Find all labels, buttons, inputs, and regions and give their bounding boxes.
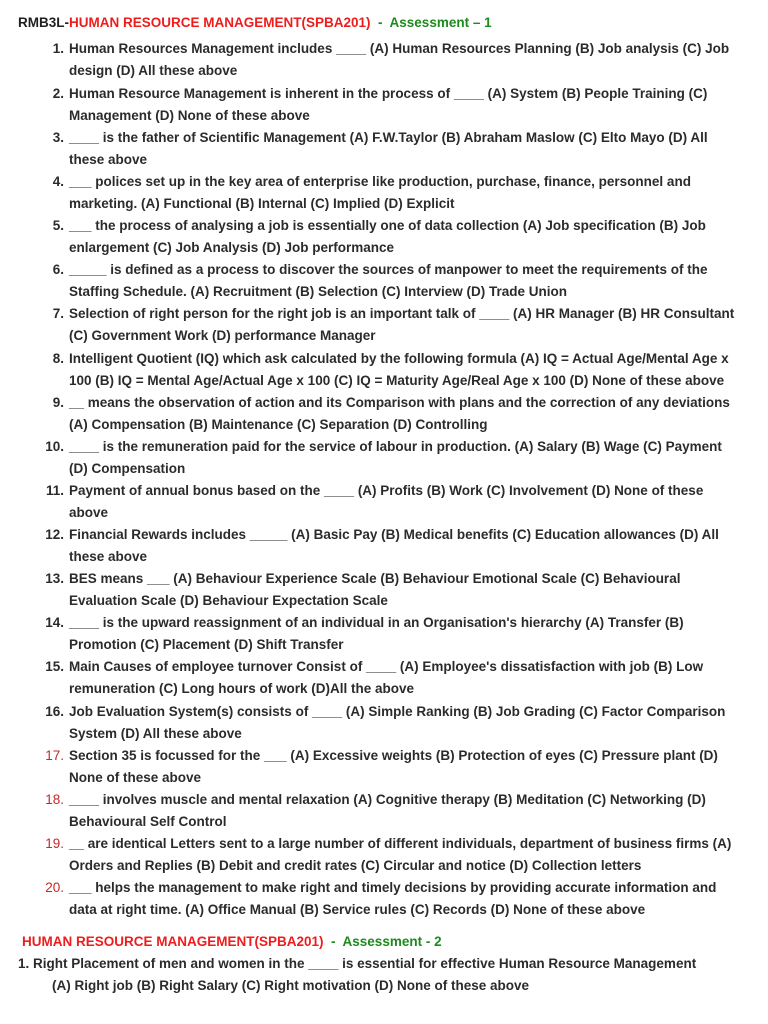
question-number: 6. [52,262,64,277]
question-text: _____ is defined as a process to discover the sources of manpower to meet the requirements of the Staffing Schedule. (A) Recruitment (B) Selection (C) Interview (D) Trade Union [69,262,708,299]
question-text: Job Evaluation System(s) consists of ____ (A) Simple Ranking (B) Job Grading (C) Factor Comparison System (D) All these above [69,704,726,741]
question-text: ____ involves muscle and mental relaxation (A) Cognitive therapy (B) Meditation (C) Networking (D) Behavioural Self Control [69,792,706,829]
question-text: Main Causes of employee turnover Consist of ____ (A) Employee's dissatisfaction with job (B) Low remuneration (C) Long hours of work (D)All the above [69,659,704,696]
question-5 [40,215,740,259]
question-number: 18. [45,792,64,807]
question-4 [40,171,740,215]
question-text: Section 35 is focussed for the ___ (A) Excessive weights (B) Protection of eyes (C) Pressure plant (D) None of these above [69,748,718,785]
question-14 [40,612,740,656]
question-6 [40,259,740,303]
course-code: RMB3L- [18,15,69,30]
question-text: Financial Rewards includes _____ (A) Basic Pay (B) Medical benefits (C) Education allowances (D) All these above [69,527,719,564]
question-number: 2. [52,86,64,101]
question-text: ___ polices set up in the key area of enterprise like production, purchase, finance, personnel and marketing. (A) Functional (B) Internal (C) Implied (D) Explicit [69,174,691,211]
question-9 [40,392,740,436]
question-number: 17. [45,748,64,763]
question-number: 15. [45,659,64,674]
question-text: BES means ___ (A) Behaviour Experience Scale (B) Behaviour Emotional Scale (C) Behavioural Evaluation Scale (D) Behaviour Expectation Scale [69,571,681,608]
question-text: ____ is the remuneration paid for the service of labour in production. (A) Salary (B) Wage (C) Payment (D) Compensation [69,439,722,476]
assessment-2-question-1 [18,953,748,997]
course-title: HUMAN RESOURCE MANAGEMENT(SPBA201) [69,15,371,30]
question-text: Human Resources Management includes ____ (A) Human Resources Planning (B) Job analysis (C) Job design (D) All these above [69,41,730,78]
question-text: ___ helps the management to make right and timely decisions by providing accurate information and data at right time. (A) Office Manual (B) Service rules (C) Records (D) None of these above [69,880,717,917]
question-number: 16. [45,704,64,719]
question-18 [40,789,740,833]
question-11 [40,480,740,524]
question-number: 14. [45,615,64,630]
question-text: ___ the process of analysing a job is essentially one of data collection (A) Job specification (B) Job enlargement (C) Job Analysis (D) Job performance [69,218,706,255]
question-2 [40,83,740,127]
question-text: __ are identical Letters sent to a large number of different individuals, department of business firms (A) Orders and Replies (B) Debit and credit rates (C) Circular and notice (D) Collection letters [69,836,732,873]
assessment-1-header [18,15,492,31]
question-number: 13. [45,571,64,586]
course-title: HUMAN RESOURCE MANAGEMENT(SPBA201) [22,934,324,949]
question-number: 9. [52,395,64,410]
question-13 [40,568,740,612]
question-16 [40,701,740,745]
question-text: ____ is the upward reassignment of an individual in an Organisation's hierarchy (A) Transfer (B) Promotion (C) Placement (D) Shift Transfer [69,615,684,652]
question-text: 1. Right Placement of men and women in the ____ is essential for effective Human Resource Management [18,956,697,971]
question-8 [40,348,740,392]
assessment-2-label: Assessment - 2 [342,934,442,949]
question-number: 7. [52,306,64,321]
question-number: 11. [45,483,64,498]
assessment-2-header [22,934,442,950]
question-text: Human Resource Management is inherent in the process of ____ (A) System (B) People Training (C) Management (D) None of these above [69,86,708,123]
question-3 [40,127,740,171]
question-15 [40,656,740,700]
question-text: __ means the observation of action and its Comparison with plans and the correction of any deviations (A) Compensation (B) Maintenance (C) Separation (D) Controlling [69,395,730,432]
question-number: 10. [45,439,64,454]
assessment-1-label: Assessment – 1 [389,15,492,30]
question-text: Payment of annual bonus based on the ____ (A) Profits (B) Work (C) Involvement (D) None of these above [69,483,704,520]
question-number: 3. [52,130,64,145]
question-number: 1. [52,41,64,56]
header-separator: - [323,934,343,949]
question-text: ____ is the father of Scientific Management (A) F.W.Taylor (B) Abraham Maslow (C) Elto Mayo (D) All these above [69,130,708,167]
question-options: (A) Right job (B) Right Salary (C) Right motivation (D) None of these above [52,978,529,993]
question-19 [40,833,740,877]
question-number: 8. [52,351,64,366]
question-17 [40,745,740,789]
question-1 [40,38,740,82]
header-separator: - [370,15,390,30]
question-12 [40,524,740,568]
question-number: 20. [45,880,64,895]
question-number: 4. [52,174,64,189]
question-20 [40,877,740,921]
question-number: 5. [52,218,64,233]
question-number: 19. [45,836,64,851]
question-7 [40,303,740,347]
question-10 [40,436,740,480]
question-text: Selection of right person for the right job is an important talk of ____ (A) HR Manager (B) HR Consultant (C) Government Work (D) performance Manager [69,306,735,343]
question-number: 12. [45,527,64,542]
question-text: Intelligent Quotient (IQ) which ask calculated by the following formula (A) IQ = Actual Age/Mental Age x 100 (B) IQ = Mental Age/Actual Age x 100 (C) IQ = Maturity Age/Real Age x 100 (D) None of these above [69,351,729,388]
